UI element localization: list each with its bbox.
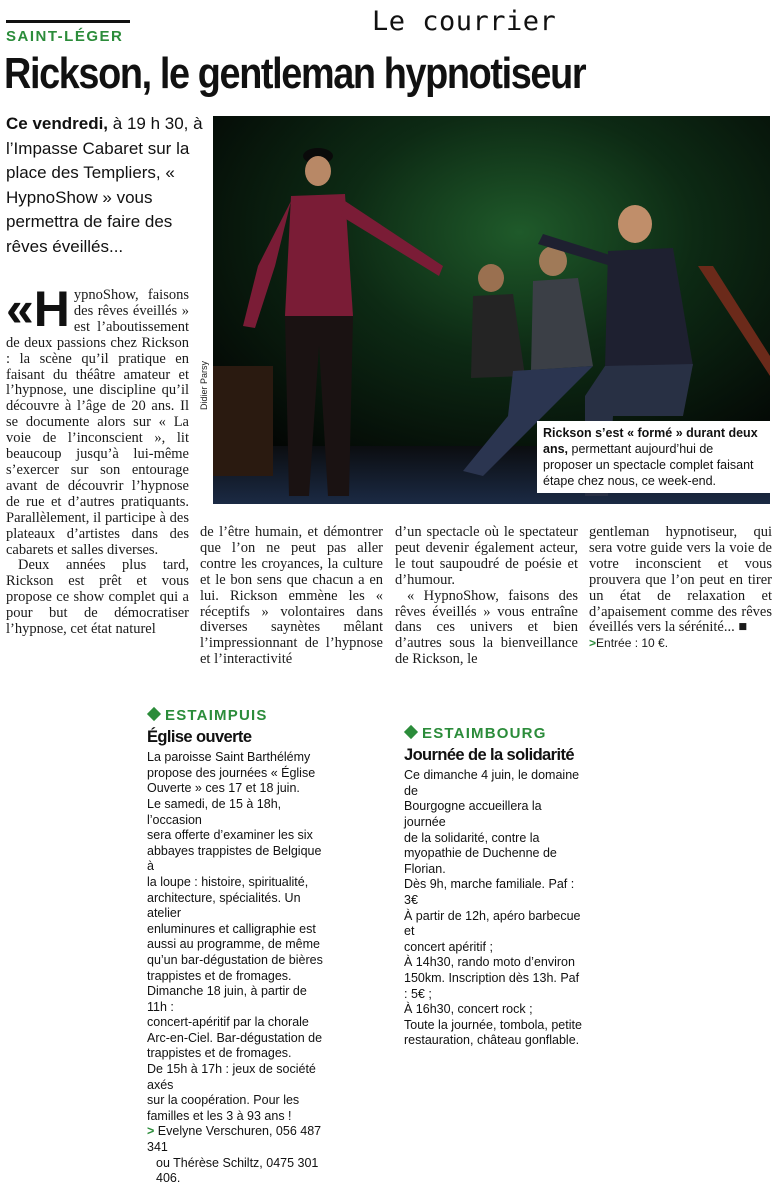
article-column-1 [6,281,189,638]
lead-text: à 19 h 30, à l’Impasse Cabaret sur la place des Templiers, « HypnoShow » vous permettra de faire des rêves éveillés... [6,114,203,256]
article-headline: Rickson, le gentleman hypnotiseur [4,49,586,98]
photo-caption [537,421,771,493]
caption-bold: Rickson s’est « formé » durant deux ans, [543,426,758,456]
brief-estaimpuis [147,708,327,1187]
brief-contact-2: ou Thérèse Schiltz, 0475 301 406. [156,1155,319,1186]
diamond-icon [147,707,161,721]
article-paragraph-5: « HypnoShow, faisons des rêves éveillés » vous entraîne dans ces univers et bien d’autres sous la bienveillance de Rickson, le [395,587,578,668]
article-paragraph-3: de l’être humain, et démontrer que l’on ne peut pas aller contre les croyances, la culture et le bon sens que chacun a en lui. Rickson emmène les « réceptifs » volontaires dans diverses saynètes mêlant l’impressionnant de l’hypnose et l’interactivité [200,524,383,668]
brief-body: La paroisse Saint Barthélémy propose des journées « Église Ouverte » ces 17 et 18 juin. Le samedi, de 15 à 18h, l’occasion sera offerte d’examiner les six abbayes trappistes de Belgique à la loupe : histoire, spiritualité, architecture, spécialités. Un atelier enluminures et calligraphie est aussi au programme, de même qu’un bar-dégustation de bières trappistes et de fromages. Dimanche 18 juin, à partir de 11h : concert-apéritif par la chorale Arc-en-Ciel. Bar-dégustation de trappistes et de fromages. De 15h à 17h : jeux de société axés sur la coopération. Pour les familles et les 3 à 93 ans ! [147,750,323,1123]
section-label: SAINT-LÉGER [6,28,124,45]
article-paragraph-6: gentleman hypnotiseur, qui sera votre guide vers la voie de votre inconscient et vous prouvera que l’on peut en tirer un état de relaxation et d’apaisement comme des rêves éveillés vers la sérénité... ■ [589,524,772,636]
article-paragraph-2: Deux années plus tard, Rickson est prêt et vous propose ce show complet qui a pour but de démocratiser l’hypnose, cet état naturel [6,557,189,638]
brief-title: Journée de la solidarité [404,745,574,764]
article-lead [6,112,211,259]
chevron-right-icon: > [147,1124,155,1139]
brief-contact: > Evelyne Verschuren, 056 487 341 [147,1124,322,1155]
lead-bold: Ce vendredi, [6,114,109,133]
newspaper-masthead: Le courrier [372,6,557,37]
article-column-4 [589,525,772,652]
photo-credit: Didier Parsy [199,360,209,410]
article-paragraph-4: d’un spectacle où le spectateur peut devenir également acteur, le tout saupoudré de poésie et d’humour. [395,524,578,588]
chevron-right-icon: > [589,636,597,651]
brief-title: Église ouverte [147,727,252,746]
article-column-2 [200,525,383,668]
brief-body: Ce dimanche 4 juin, le domaine de Bourgogne accueillera la journée de la solidarité, contre la myopathie de Duchenne de Florian. Dès 9h, marche familiale. Paf : 3€ À partir de 12h, apéro barbecue et concert apéritif ; À 14h30, rando moto d’environ 150km. Inscription dès 13h. Paf : 5€ ; À 16h30, concert rock ; Toute la journée, tombola, petite restauration, château gonflable. [404,768,582,1048]
brief-estaimbourg [404,726,584,1049]
entry-price: >Entrée : 10 €. [589,636,669,651]
article-paragraph-1: «HypnoShow, faisons des rêves éveillés » est l’aboutissement de deux passions chez Rickson : la scène qu’il pratique en faisant du théâtre amateur et l’hypnose, une discipline qu’il découvre à l’âge de 20 ans. Il se documente alors sur « La voie de l’inconscient », lit beaucoup jusqu’à lui-même s’exercer sur son entourage avant de découvrir l’hypnose de rue et d’autres pratiquants. Parallèlement, il participe à des plateaux d’artistes dans des cabarets et salles diverses. [6,281,189,558]
diamond-icon [404,725,418,739]
section-rule [6,20,130,23]
brief-tag: ESTAIMPUIS [147,708,327,724]
brief-tag: ESTAIMBOURG [404,726,584,742]
article-column-3 [395,525,578,668]
drop-cap: «H [6,281,70,337]
caption-text: permettant aujourd’hui de proposer un spectacle complet faisant étape chez nous, ce week-end. [543,442,754,488]
